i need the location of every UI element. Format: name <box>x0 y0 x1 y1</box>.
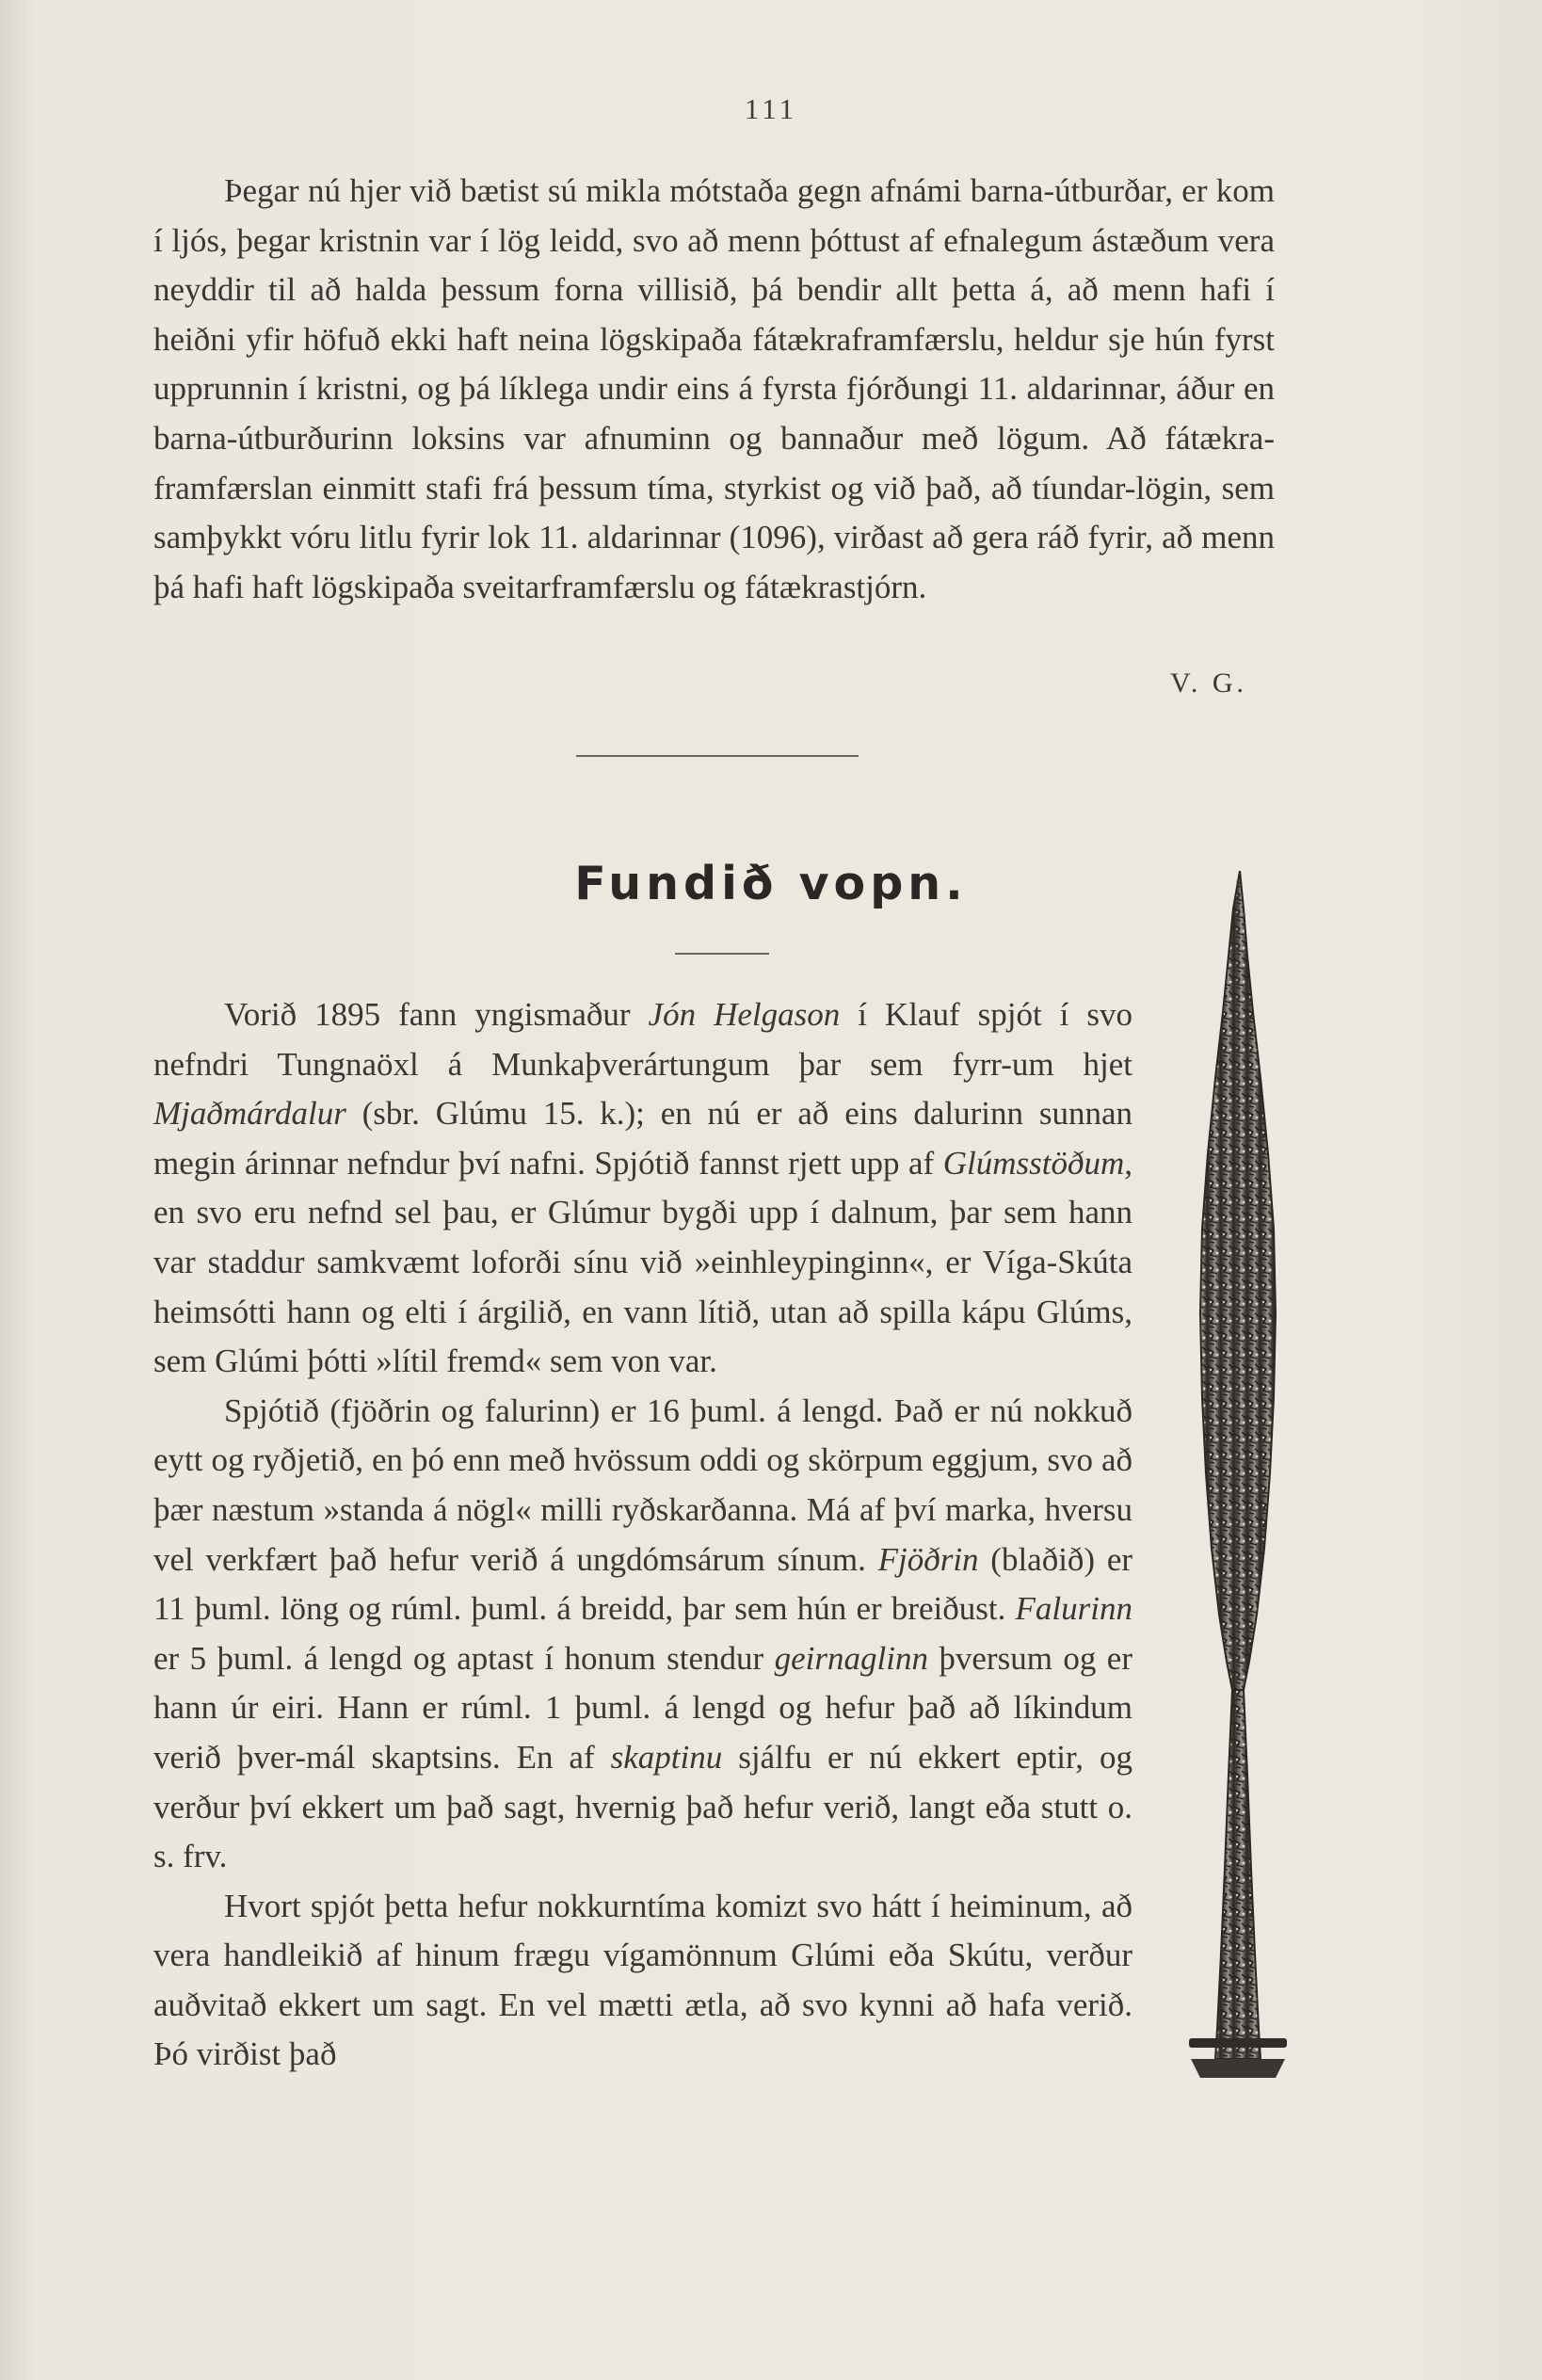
term: skaptinu <box>610 1738 723 1776</box>
place-name: Glúmsstöðum, <box>942 1144 1132 1182</box>
article-paragraph-3: Hvort spjót þetta hefur nokkurntíma komizt svo hátt í heiminum, að vera handleikið af hinum frægu vígamönnum Glúmi eða Skútu, verður auðvitað ekkert um sagt. En vel mætti ætla, að svo kynni að hafa verið. Þó virðist það <box>153 1887 1132 2073</box>
page-number: 111 <box>744 92 798 125</box>
spear-socket <box>1215 1690 1261 2059</box>
term: Fjöðrin <box>877 1540 979 1578</box>
article-paragraph-1: Vorið 1895 fann yngismaður Jón Helgason í Klauf spjót í svo nefndri Tungnaöxl á Munkaþverártungum þar sem fyrr-um hjet Mjaðmárdalur (sbr. Glúmu 15. k.); en nú er að eins dalurinn sunnan megin árinnar nefndur því nafni. Spjótið fannst rjett upp af Glúmsstöðum, en svo eru nefnd sel þau, er Glúmur bygði upp í dalnum, þar sem hann var staddur samkvæmt loforði sínu við »einhleypinginn«, er Víga-Skúta heimsótti hann og elti í árgilið, en vann lítið, utan að spilla kápu Glúms, sem Glúmi þótti »lítil fremd« sem von var. <box>153 996 1132 1380</box>
person-name: Jón Helgason <box>648 996 841 1033</box>
place-name: Mjaðmárdalur <box>153 1095 346 1133</box>
spear-illustration <box>1181 871 1294 2085</box>
intro-paragraph: Þegar nú hjer við bætist sú mikla mótstaða gegn afnámi barna-útburðar, er kom í ljós, þegar kristnin var í lög leidd, svo að menn þóttust af efnalegum ástæðum vera neyddir til að halda þessum forna villisið, þá bendir allt þetta á, að menn hafi í heiðni yfir höfuð ekki haft neina lögskipaða fátækraframfærslu, heldur sje hún fyrst upprunnin í kristni, og þá líklega undir eins á fyrsta fjórðungi 11. aldarinnar, áður en barna-útburðurinn loksins var afnuminn og bannaður með lögum. Að fátækra-framfærslan einmitt stafi frá þessum tíma, styrkist og við það, að tíundar-lögin, sem samþykkt vóru litlu fyrir lok 11. aldarinnar (1096), virðast að gera ráð fyrir, að menn þá hafi haft lögskipaða sveitarframfærslu og fátækrastjórn. <box>153 172 1275 605</box>
term: Falurinn <box>1015 1590 1132 1628</box>
article-paragraph-2: Spjótið (fjöðrin og falurinn) er 16 þuml. á lengd. Það er nú nokkuð eytt og ryðjetið, en þó enn með hvössum oddi og skörpum eggjum, svo að þær næstum »standa á nögl« milli ryðskarðanna. Má af því marka, hversu vel verkfært það hefur verið á ungdómsárum sínum. Fjöðrin (blaðið) er 11 þuml. löng og rúml. þuml. á breidd, þar sem hún er breiðust. Falurinn er 5 þuml. á lengd og aptast í honum stendur geirnaglinn þversum og er hann úr eiri. Hann er rúml. 1 þuml. á lengd og hefur það að líkindum verið þver-mál skaptsins. En af skaptinu sjálfu er nú ekkert eptir, og verður því ekkert um það sagt, hvernig það hefur verið, langt eða stutt o. s. frv. <box>153 1391 1133 1875</box>
article-body <box>153 990 1132 2080</box>
intro-text-block <box>153 167 1275 612</box>
author-signature: V. G. <box>1170 667 1247 699</box>
term: geirnaglinn <box>774 1639 928 1677</box>
section-divider <box>576 755 859 757</box>
title-underline <box>675 953 769 955</box>
article-title: Fundið vopn. <box>574 857 968 910</box>
rivet-nail <box>1189 2038 1287 2048</box>
